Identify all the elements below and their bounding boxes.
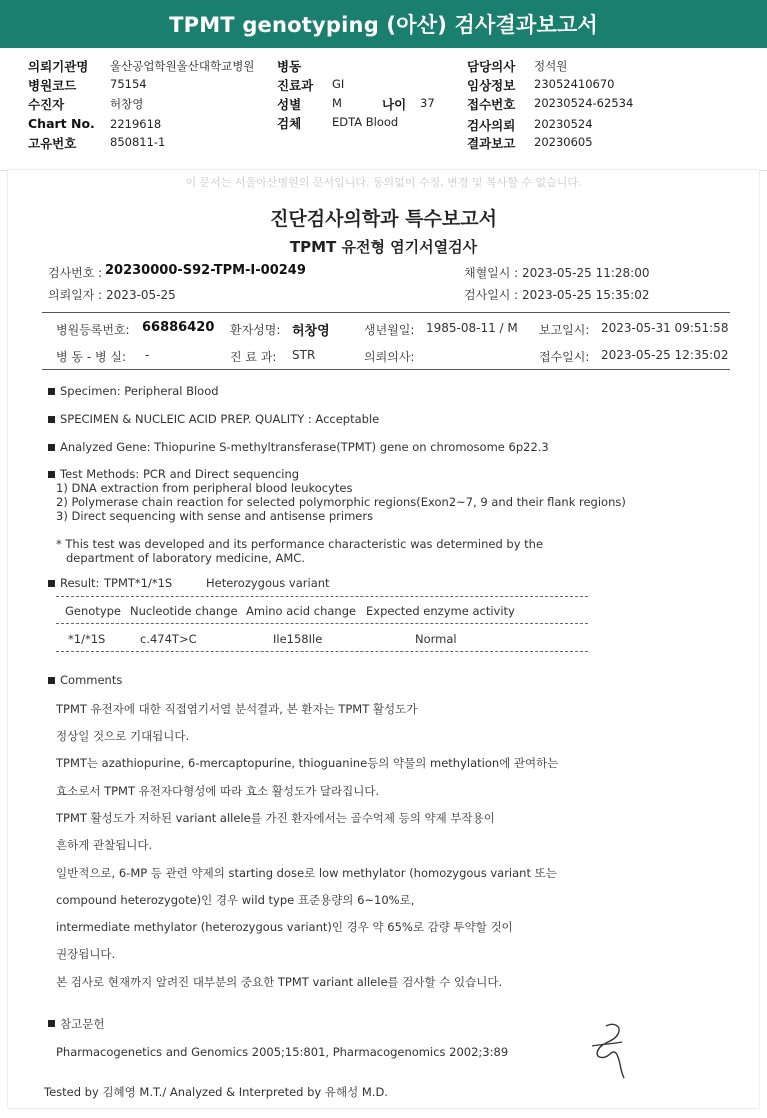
header-label-ward: 병동 [277,59,302,74]
report-time-value: 2023-05-31 09:51:58 [601,321,729,335]
table-header-amino-acid: Amino acid change [246,604,357,618]
bullet-square [48,1020,55,1027]
comments-title: Comments [60,673,123,687]
receipt-time-value: 2023-05-25 12:35:02 [601,348,729,362]
patient-name-label: 환자성명: [230,323,281,337]
references-text: Pharmacogenetics and Genomics 2005;15:801, Pharmacogenomics 2002;3:89 [56,1045,509,1059]
header-label-department: 진료과 [277,78,314,93]
comment-line: compound heterozygote)인 경우 wild type 표준용량의 6~10%로, [56,893,415,907]
test-no-label: 검사번호 : [48,266,103,280]
header-label-patient: 수진자 [28,97,65,112]
dept-label: 진 료 과: [230,350,277,364]
header-value-doctor: 정석원 [534,59,568,73]
test-no-value: 20230000-S92-TPM-I-00249 [105,263,306,278]
header-value-chart-no: 2219618 [110,117,162,131]
result-genotype: TPMT*1/*1S [104,576,173,590]
comment-line: TPMT 활성도가 저하된 variant allele를 가진 환자에서는 골수억제 등의 약제 부작용이 [56,811,495,825]
bullet-square [48,416,55,423]
dept-value: STR [292,348,316,362]
comment-line: 흔하게 관찰됩니다. [56,838,153,852]
report-time-label: 보고일시: [539,323,590,337]
bullet-square [48,677,55,684]
receipt-time-label: 접수일시: [539,350,590,364]
table-cell-enzyme: Normal [415,632,457,646]
header-label-specimen: 검체 [277,116,302,131]
header-label-receipt-no: 접수번호 [467,97,516,112]
method-item-3: 3) Direct sequencing with sense and antisense primers [56,509,374,523]
method-note-line-1: * This test was developed and its performance characteristic was determined by the [56,537,544,551]
references-title: 참고문헌 [60,1017,105,1031]
tested-by-line: Tested by 김혜영 M.T./ Analyzed & Interpreted by 유해성 M.D. [44,1085,388,1099]
header-label-clinical-info: 임상정보 [467,78,516,93]
method-note-line-2: department of laboratory medicine, AMC. [66,551,305,565]
patient-name-value: 허창영 [292,324,330,339]
analyzed-gene-line: Analyzed Gene: Thiopurine S-methyltransferase(TPMT) gene on chromosome 6p22.3 [60,440,549,454]
header-value-result-report: 20230605 [534,135,593,149]
table-header-genotype: Genotype [65,604,122,618]
report-title: TPMT genotyping (아산) 검사결과보고서 [169,13,598,37]
header-label-unique-no: 고유번호 [28,136,77,151]
copyright-notice: 이 문서는 서울아산병원의 문서입니다. 동의없이 수정, 변경 및 복사할 수 없습니다. [185,176,582,189]
header-value-patient: 허창영 [110,97,144,111]
report-subheading: TPMT 유전형 염기서열검사 [289,238,478,256]
dob-label: 생년월일: [364,323,415,337]
bullet-square [48,580,55,587]
comment-line: 일반적으로, 6-MP 등 관련 약제의 starting dose로 low methylator (homozygous variant 또는 [56,866,557,880]
table-header-enzyme: Expected enzyme activity [366,604,515,618]
report-sheet [8,170,759,1108]
comment-line: TPMT는 azathiopurine, 6-mercaptopurine, thioguanine등의 약물의 methylation에 관여하는 [56,756,559,770]
header-value-specimen: EDTA Blood [332,115,399,129]
table-divider [56,623,588,624]
divider-top [42,312,730,313]
comment-line: 권장됩니다. [56,947,116,961]
table-cell-genotype: *1/*1S [68,632,106,646]
comment-line: 효소로서 TPMT 유전자다형성에 따라 효소 활성도가 달라집니다. [56,784,380,798]
header-value-test-request: 20230524 [534,117,593,131]
header-value-hospital-code: 75154 [110,77,147,91]
request-date: 의뢰일자 : 2023-05-25 [48,288,176,302]
header-label-hospital-code: 병원코드 [28,78,77,93]
reg-no-value: 66886420 [142,320,215,335]
comment-line: 본 검사로 현재까지 알려진 대부분의 중요한 TPMT variant allele를 검사할 수 있습니다. [56,975,503,989]
result-label: Result: [60,576,100,590]
report-heading: 진단검사의학과 특수보고서 [270,208,497,230]
header-value-institution: 울산공업학원울산대학교병원 [110,59,255,73]
header-label-institution: 의뢰기관명 [28,59,89,74]
header-label-result-report: 결과보고 [467,136,516,151]
header-label-sex: 성별 [277,97,302,112]
ward-room-label: 병 동 - 병 실: [56,350,126,364]
methods-title: Test Methods: PCR and Direct sequencing [60,467,300,481]
result-type: Heterozygous variant [206,576,330,590]
header-value-clinical-info: 23052410670 [534,77,615,91]
method-item-2: 2) Polymerase chain reaction for selected polymorphic regions(Exon2~7, 9 and their flank regions) [56,495,626,509]
comment-line: TPMT 유전자에 대한 직접염기서열 분석결과, 본 환자는 TPMT 활성도가 [56,702,418,716]
test-time: 검사일시 : 2023-05-25 15:35:02 [464,288,650,302]
ordering-doctor-label: 의뢰의사: [364,350,415,364]
table-divider [56,596,588,597]
reg-no-label: 병원등록번호: [56,323,130,337]
method-item-1: 1) DNA extraction from peripheral blood leukocytes [56,481,353,495]
bullet-square [48,444,55,451]
table-cell-nucleotide: c.474T>C [140,632,197,646]
table-divider [56,651,588,652]
specimen-line: Specimen: Peripheral Blood [60,384,219,398]
bullet-square [48,388,55,395]
header-label-test-request: 검사의뢰 [467,118,516,133]
header-label-doctor: 담당의사 [467,59,516,74]
table-header-nucleotide: Nucleotide change [130,604,238,618]
ward-room-value: - [145,348,150,362]
header-label-age: 나이 [382,97,407,112]
dob-value: 1985-08-11 / M [426,321,518,335]
bullet-square [48,471,55,478]
comment-line: intermediate methylator (heterozygous variant)인 경우 약 65%로 감량 투약할 것이 [56,920,513,934]
comment-line: 정상일 것으로 기대됩니다. [56,729,190,743]
quality-line: SPECIMEN & NUCLEIC ACID PREP. QUALITY : Acceptable [60,412,380,426]
header-value-unique-no: 850811-1 [110,135,166,149]
header-label-chart-no: Chart No. [28,116,95,131]
header-value-age: 37 [420,96,435,110]
report-title-bar [0,0,767,48]
header-value-sex: M [332,96,342,110]
divider-patient [42,369,730,370]
header-value-department: GI [332,77,345,91]
table-cell-amino-acid: Ile158Ile [273,632,323,646]
request-header [0,50,767,171]
collection-time: 채혈일시 : 2023-05-25 11:28:00 [464,266,650,280]
doctor-signature [588,1020,640,1080]
header-value-receipt-no: 20230524-62534 [534,96,634,110]
